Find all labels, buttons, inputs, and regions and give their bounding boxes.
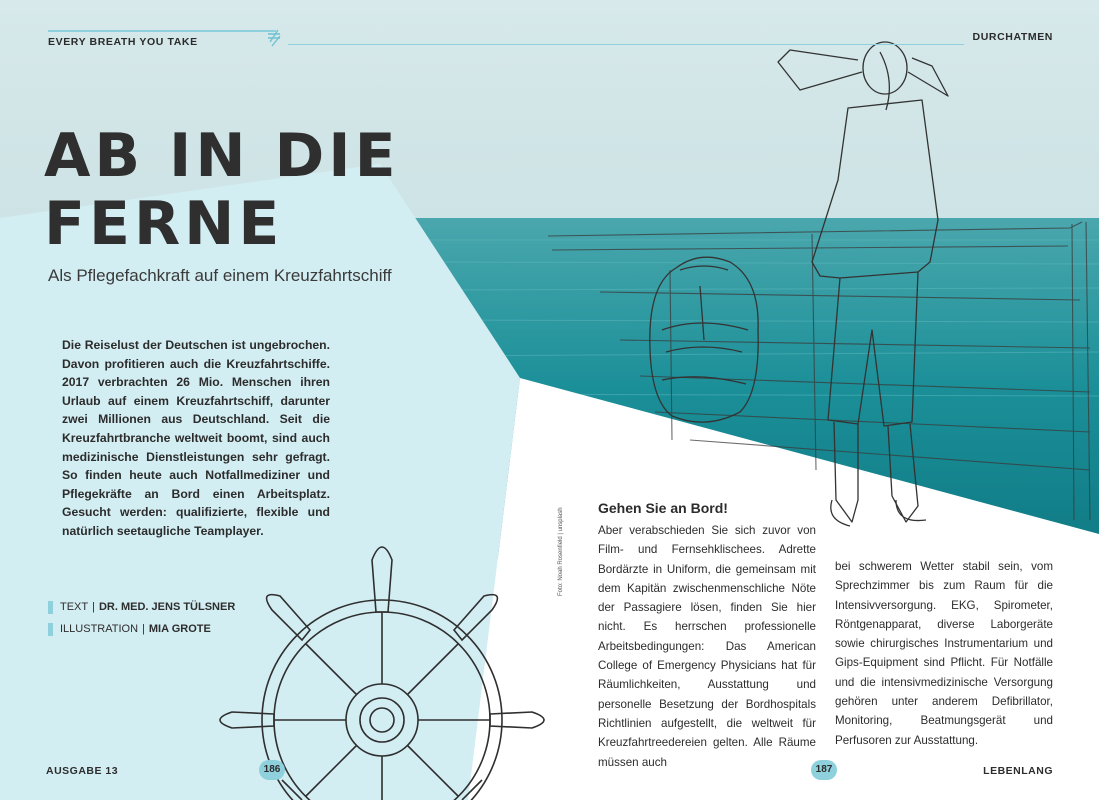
- credit-role: TEXT: [60, 601, 89, 613]
- credit-name: MIA GROTE: [148, 623, 211, 635]
- page-number-left: 186: [259, 760, 285, 780]
- article-title: [44, 122, 400, 258]
- credit-name: DR. MED. JENS TÜLSNER: [98, 601, 236, 613]
- credit-role: ILLUSTRATION: [60, 623, 139, 635]
- header-rule-left: [48, 30, 276, 32]
- footer-issue: AUSGABE 13: [46, 765, 119, 777]
- credit-marker: [48, 601, 53, 614]
- header-ornament-icon: [264, 28, 284, 48]
- credit-separator: |: [142, 623, 145, 635]
- running-header-left: EVERY BREATH YOU TAKE: [48, 36, 198, 48]
- body-column-1: Aber verabschieden Sie sich zuvor von Film- und Fernsehklischees. Adrette Bordärzte in Uniform, die gemeinsam mit dem Kapitän zwischenmenschliche Nöte der Passagiere lösen, finden Sie hier nicht. Es herrschen professionelle Arbeitsbedingungen: Das American College of Emergency Physicians hat für Räumlichkeiten, Ausstattung und personelle Besetzung der Bordhospitals Richtlinien aufgestellt, die weltweit für Kreuzfahrtreedereien gelten. Alle Räume müssen auch: [598, 524, 816, 769]
- title-line-1: AB IN DIE: [44, 121, 400, 191]
- running-header-right: DURCHATMEN: [972, 31, 1053, 43]
- credit-illustration: [48, 618, 235, 640]
- credits: [48, 596, 235, 640]
- body-column-2: bei schwerem Wetter stabil sein, vom Sprechzimmer bis zum Raum für die Intensivversorgung. EKG, Spirometer, Röntgenapparat, diverse Laborgeräte sowie chirurgisches Instrumentarium und Gips-Equipment sind Pflicht. Für Notfälle und die intensivmedizinische Versorgung gehören unter anderem Defibrillator, Monitoring, Beatmungsgerät und Perfusoren zur Ausstattung.: [835, 560, 1053, 747]
- photo-credit: Foto: Noah Rosenfield | unsplash: [558, 507, 564, 596]
- title-line-2: FERNE: [44, 189, 284, 259]
- section-heading: Gehen Sie an Bord!: [598, 500, 728, 516]
- page-number-right: 187: [811, 760, 837, 780]
- credit-text: [48, 596, 235, 618]
- credit-separator: |: [92, 601, 95, 613]
- footer-magazine: LEBENLANG: [983, 765, 1053, 777]
- credit-marker: [48, 623, 53, 636]
- header-rule-right: [288, 44, 964, 45]
- intro-paragraph: Die Reiselust der Deutschen ist ungebrochen. Davon profitieren auch die Kreuzfahrtschiffe. 2017 verbrachten 26 Mio. Menschen ihren Urlaub auf einem Kreuzfahrtschiff, darunter zwei Millionen aus Deutschland. Seit die Kreuzfahrtbranche weltweit boomt, sind auch medizinische Dienstleistungen sehr gefragt. So finden heute auch Notfallmediziner und Pflegekräfte an Bord einen Arbeitsplatz. Gesucht werden: qualifizierte, flexible und natürlich seetaugliche Teamplayer.: [62, 338, 330, 538]
- article-subtitle: Als Pflegefachkraft auf einem Kreuzfahrtschiff: [48, 266, 392, 285]
